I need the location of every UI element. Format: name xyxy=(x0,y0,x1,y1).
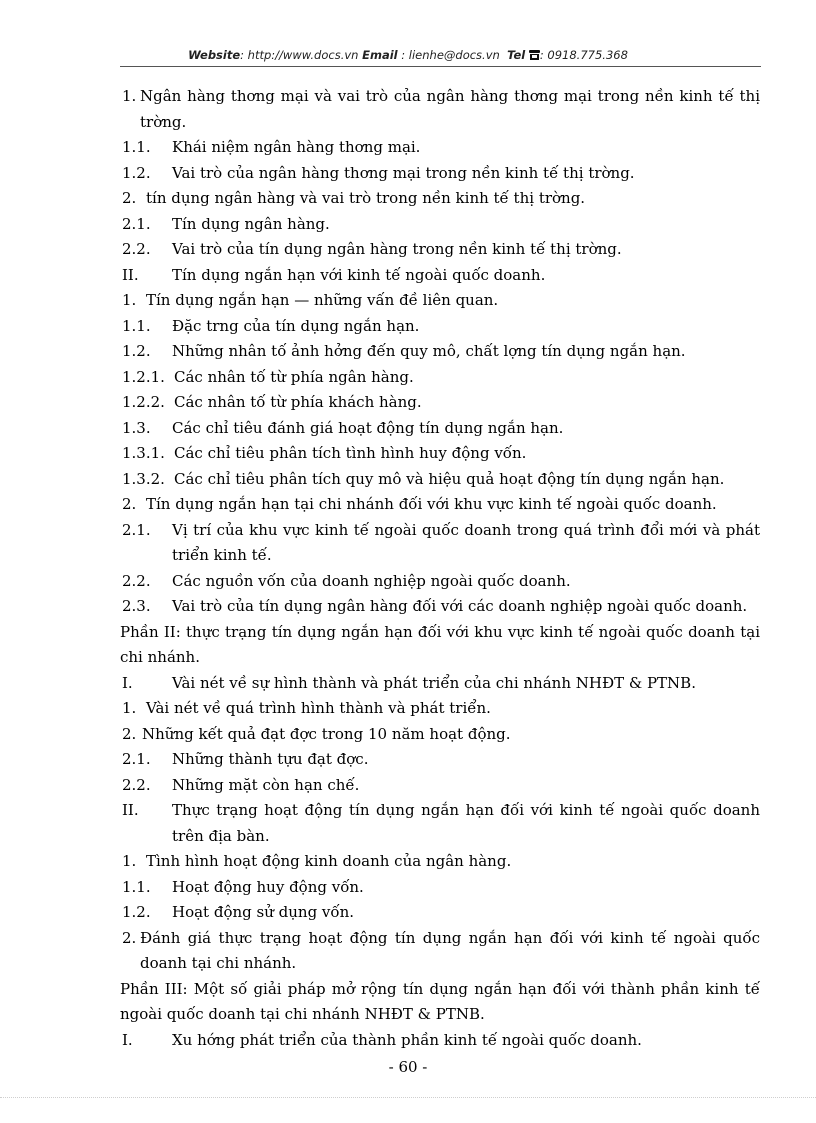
footer-divider xyxy=(0,1097,816,1098)
table-of-contents xyxy=(122,84,760,1053)
toc-line: II. Tín dụng ngắn hạn với kinh tế ngoài quốc doanh. xyxy=(122,265,546,284)
toc-line: 2.1. Vị trí của khu vực kinh tế ngoài quốc doanh trong quá trình đổi mới và phát triển kinh tế. xyxy=(122,520,760,564)
toc-line: 1. Vài nét về quá trình hình thành và phát triển. xyxy=(122,699,491,717)
toc-part-heading: Phần II: thực trạng tín dụng ngắn hạn đối với khu vực kinh tế ngoài quốc doanh tại chi nhánh. xyxy=(120,622,760,666)
toc-line: 1. Ngân hàng thơng mại và vai trò của ngân hàng thơng mại trong nền kinh tế thị trờng. xyxy=(122,87,760,131)
header-rule xyxy=(120,66,761,67)
toc-line: 1.3.2. Các chỉ tiêu phân tích quy mô và hiệu quả hoạt động tín dụng ngắn hạn. xyxy=(122,469,725,488)
toc-line: 2.1. Tín dụng ngân hàng. xyxy=(122,214,330,233)
toc-line: 2. Những kết quả đạt đợc trong 10 năm hoạt động. xyxy=(122,724,511,743)
toc-line: 1.1. Đặc trng của tín dụng ngắn hạn. xyxy=(122,316,420,335)
toc-line: 1.2. Những nhân tố ảnh hởng đến quy mô, chất lợng tín dụng ngắn hạn. xyxy=(122,342,686,360)
website-label: Website xyxy=(188,48,241,62)
toc-line: 1.1. Hoạt động huy động vốn. xyxy=(122,877,364,896)
toc-line: 2.1. Những thành tựu đạt đợc. xyxy=(122,750,369,768)
tel-value: : 0918.775.368 xyxy=(539,48,628,62)
website-value: : http://www.docs.vn xyxy=(240,48,359,62)
toc-line: 1.2.2. Các nhân tố từ phía khách hàng. xyxy=(122,393,422,411)
toc-line: I. Xu hớng phát triển của thành phần kinh tế ngoài quốc doanh. xyxy=(122,1030,642,1049)
page-number: - 60 - xyxy=(388,1058,428,1076)
toc-line: I. Vài nét về sự hình thành và phát triển của chi nhánh NHĐT & PTNB. xyxy=(122,673,696,692)
email-value: : lienhe@docs.vn xyxy=(401,48,500,62)
toc-line: 1.3.1. Các chỉ tiêu phân tích tình hình huy động vốn. xyxy=(122,444,527,462)
toc-line: 1. Tình hình hoạt động kinh doanh của ngân hàng. xyxy=(122,852,512,870)
toc-line: II. Thực trạng hoạt động tín dụng ngắn hạn đối với kinh tế ngoài quốc doanh trên địa bàn. xyxy=(122,801,760,845)
toc-line: 1.2.1. Các nhân tố từ phía ngân hàng. xyxy=(122,367,414,386)
toc-line: 2.2. Các nguồn vốn của doanh nghiệp ngoài quốc doanh. xyxy=(122,571,571,590)
email-label: Email xyxy=(362,48,398,62)
phone-icon xyxy=(529,49,540,63)
toc-line: 2.2. Những mặt còn hạn chế. xyxy=(122,775,360,794)
toc-line: 2. Đánh giá thực trạng hoạt động tín dụng ngắn hạn đối với kinh tế ngoài quốc doanh tại chi nhánh. xyxy=(122,928,760,972)
tel-label: Tel xyxy=(507,48,526,62)
page-header xyxy=(0,48,816,63)
toc-line: 2. tín dụng ngân hàng và vai trò trong nền kinh tế thị trờng. xyxy=(122,189,586,207)
toc-part-heading: Phần III: Một số giải pháp mở rộng tín dụng ngắn hạn đối với thành phần kinh tế ngoài quốc doanh tại chi nhánh NHĐT & PTNB. xyxy=(120,979,760,1023)
toc-line: 2.3. Vai trò của tín dụng ngân hàng đối với các doanh nghiệp ngoài quốc doanh. xyxy=(122,597,748,615)
toc-line: 1.2. Hoạt động sử dụng vốn. xyxy=(122,903,355,921)
toc-line: 2.2. Vai trò của tín dụng ngân hàng trong nền kinh tế thị trờng. xyxy=(122,240,622,258)
toc-line: 1.2. Vai trò của ngân hàng thơng mại trong nền kinh tế thị trờng. xyxy=(122,163,635,182)
toc-line: 2. Tín dụng ngắn hạn tại chi nhánh đối với khu vực kinh tế ngoài quốc doanh. xyxy=(122,495,717,513)
toc-line: 1.3. Các chỉ tiêu đánh giá hoạt động tín dụng ngắn hạn. xyxy=(122,418,564,437)
toc-line: 1.1. Khái niệm ngân hàng thơng mại. xyxy=(122,138,421,156)
toc-line: 1. Tín dụng ngắn hạn — những vấn đề liên quan. xyxy=(122,291,499,309)
